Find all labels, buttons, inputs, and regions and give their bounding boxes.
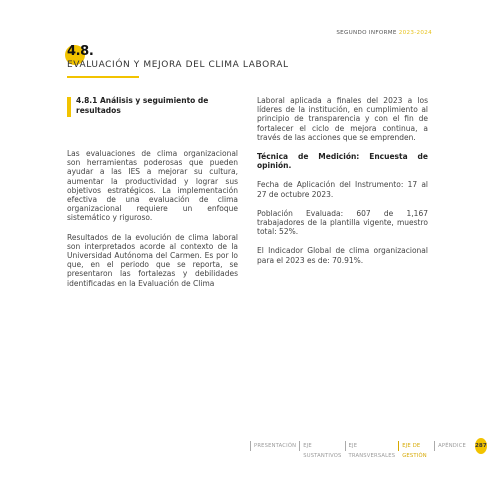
section-title: EVALUACIÓN Y MEJORA DEL CLIMA LABORAL [67, 60, 289, 70]
page-number: 287 [475, 438, 487, 454]
subsection-heading [67, 96, 238, 115]
left-column [67, 96, 238, 288]
subsection-title: 4.8.1 Análisis y seguimiento de resultados [76, 96, 209, 115]
subsection-accent-bar [67, 97, 71, 117]
nav-tab-apendice[interactable]: APÉNDICE [434, 441, 469, 451]
global-indicator: El Indicador Global de clima organizacional para el 2023 es de: 70.91%. [257, 246, 428, 265]
nav-tab-presentacion[interactable]: PRESENTACIÓN [250, 441, 299, 451]
nav-tab-eje-sustantivos[interactable]: EJE SUSTANTIVOS [299, 441, 344, 451]
application-date: Fecha de Aplicación del Instrumento: 17 al 27 de octubre 2023. [257, 180, 428, 199]
section-number: 4.8. [67, 44, 94, 59]
section-number-badge [67, 44, 93, 59]
right-paragraph-1: Laboral aplicada a finales del 2023 a los líderes de la institución, en cumplimiento al principio de transparencia y con el fin de fortalecer el ciclo de mejora continua, a través de las acciones que se emprenden. [257, 96, 428, 142]
nav-tab-eje-transversales[interactable]: EJE TRANSVERSALES [345, 441, 399, 451]
section-underline [67, 76, 139, 78]
report-label: SEGUNDO INFORME [336, 30, 397, 36]
measurement-technique: Técnica de Medición: Encuesta de opinión. [257, 152, 428, 171]
evaluated-population: Población Evaluada: 607 de 1,167 trabajadores de la plantilla vigente, muestro total: 52%. [257, 208, 428, 237]
footer-navigation [250, 438, 487, 459]
report-year: 2023-2024 [398, 30, 432, 36]
left-paragraph-1: Las evaluaciones de clima organizacional son herramientas poderosas que pueden ayudar a las IES a mejorar su cultura, aumentar la productividad y lograr sus objetivos estratégicos. La implementación efectiva de una evaluación de clima organizacional requiere un enfoque sistemático y riguroso. [67, 149, 238, 223]
nav-tab-eje-de-gestion[interactable]: EJE DE GESTIÓN [398, 441, 434, 451]
report-header [336, 30, 432, 36]
right-column [257, 96, 428, 265]
left-paragraph-2: Resultados de la evolución de clima laboral son interpretados acorde al contexto de la Universidad Autónoma del Carmen. Es por lo que, en el periodo que se reporta, se presentaron las fortalezas y debilidades identificadas en la Evaluación de Clima [67, 232, 238, 288]
